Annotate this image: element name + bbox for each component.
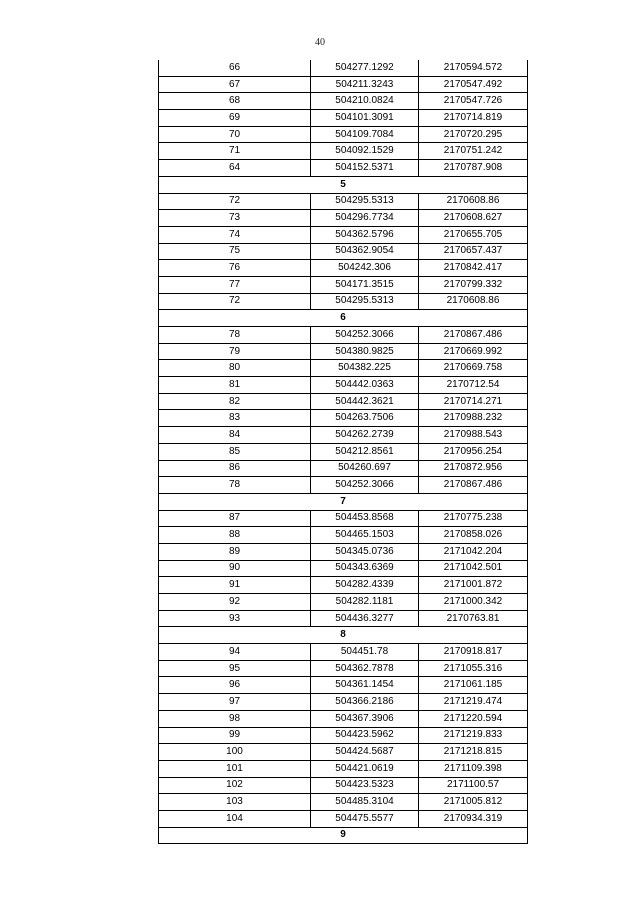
x-coordinate-cell: 504260.697 — [311, 460, 419, 477]
x-coordinate-cell: 504295.5313 — [311, 193, 419, 210]
x-coordinate-cell: 504451.78 — [311, 644, 419, 661]
table-row — [159, 794, 528, 811]
table-row — [159, 243, 528, 260]
point-id-cell: 79 — [159, 343, 311, 360]
y-coordinate-cell: 2171109.398 — [419, 760, 528, 777]
coordinates-table — [158, 60, 528, 844]
x-coordinate-cell: 504343.6369 — [311, 560, 419, 577]
y-coordinate-cell: 2171100.57 — [419, 777, 528, 794]
point-id-cell: 85 — [159, 443, 311, 460]
y-coordinate-cell: 2170594.572 — [419, 60, 528, 76]
table-row — [159, 160, 528, 177]
point-id-cell: 89 — [159, 543, 311, 560]
y-coordinate-cell: 2170934.319 — [419, 810, 528, 827]
y-coordinate-cell: 2171042.204 — [419, 543, 528, 560]
point-id-cell: 67 — [159, 76, 311, 93]
x-coordinate-cell: 504092.1529 — [311, 143, 419, 160]
table-row — [159, 126, 528, 143]
x-coordinate-cell: 504101.3091 — [311, 110, 419, 127]
y-coordinate-cell: 2170714.271 — [419, 393, 528, 410]
table-row — [159, 360, 528, 377]
y-coordinate-cell: 2171218.815 — [419, 744, 528, 761]
y-coordinate-cell: 2170787.908 — [419, 160, 528, 177]
y-coordinate-cell: 2170867.486 — [419, 327, 528, 344]
point-id-cell: 100 — [159, 744, 311, 761]
point-id-cell: 69 — [159, 110, 311, 127]
y-coordinate-cell: 2170918.817 — [419, 644, 528, 661]
point-id-cell: 90 — [159, 560, 311, 577]
point-id-cell: 103 — [159, 794, 311, 811]
point-id-cell: 72 — [159, 193, 311, 210]
x-coordinate-cell: 504152.5371 — [311, 160, 419, 177]
y-coordinate-cell: 2170608.86 — [419, 193, 528, 210]
section-label: 8 — [159, 627, 528, 644]
point-id-cell: 77 — [159, 276, 311, 293]
y-coordinate-cell: 2170669.758 — [419, 360, 528, 377]
table-row — [159, 76, 528, 93]
section-label: 9 — [159, 827, 528, 844]
x-coordinate-cell: 504211.3243 — [311, 76, 419, 93]
x-coordinate-cell: 504252.3066 — [311, 327, 419, 344]
y-coordinate-cell: 2171055.316 — [419, 660, 528, 677]
x-coordinate-cell: 504282.1181 — [311, 594, 419, 611]
point-id-cell: 87 — [159, 510, 311, 527]
table-row — [159, 460, 528, 477]
y-coordinate-cell: 2170608.86 — [419, 293, 528, 310]
x-coordinate-cell: 504436.3277 — [311, 610, 419, 627]
point-id-cell: 71 — [159, 143, 311, 160]
point-id-cell: 92 — [159, 594, 311, 611]
table-row — [159, 293, 528, 310]
y-coordinate-cell: 2170669.992 — [419, 343, 528, 360]
y-coordinate-cell: 2170655.705 — [419, 226, 528, 243]
point-id-cell: 101 — [159, 760, 311, 777]
section-label: 6 — [159, 310, 528, 327]
x-coordinate-cell: 504362.7878 — [311, 660, 419, 677]
x-coordinate-cell: 504424.5687 — [311, 744, 419, 761]
y-coordinate-cell: 2171219.833 — [419, 727, 528, 744]
point-id-cell: 68 — [159, 93, 311, 110]
table-row — [159, 560, 528, 577]
table-row — [159, 610, 528, 627]
x-coordinate-cell: 504380.9825 — [311, 343, 419, 360]
point-id-cell: 80 — [159, 360, 311, 377]
table-row — [159, 393, 528, 410]
table-row — [159, 660, 528, 677]
x-coordinate-cell: 504282.4339 — [311, 577, 419, 594]
point-id-cell: 104 — [159, 810, 311, 827]
x-coordinate-cell: 504465.1503 — [311, 527, 419, 544]
table-row — [159, 694, 528, 711]
y-coordinate-cell: 2170867.486 — [419, 477, 528, 494]
y-coordinate-cell: 2170799.332 — [419, 276, 528, 293]
table-row — [159, 427, 528, 444]
table-row — [159, 677, 528, 694]
x-coordinate-cell: 504109.7084 — [311, 126, 419, 143]
y-coordinate-cell: 2170720.295 — [419, 126, 528, 143]
y-coordinate-cell: 2170547.726 — [419, 93, 528, 110]
table-row — [159, 594, 528, 611]
point-id-cell: 99 — [159, 727, 311, 744]
x-coordinate-cell: 504171.3515 — [311, 276, 419, 293]
table-row — [159, 193, 528, 210]
x-coordinate-cell: 504485.3104 — [311, 794, 419, 811]
point-id-cell: 78 — [159, 477, 311, 494]
x-coordinate-cell: 504442.3621 — [311, 393, 419, 410]
y-coordinate-cell: 2170712.54 — [419, 377, 528, 394]
point-id-cell: 83 — [159, 410, 311, 427]
x-coordinate-cell: 504361.1454 — [311, 677, 419, 694]
table-row — [159, 477, 528, 494]
point-id-cell: 72 — [159, 293, 311, 310]
table-row — [159, 110, 528, 127]
y-coordinate-cell: 2171005.812 — [419, 794, 528, 811]
point-id-cell: 93 — [159, 610, 311, 627]
table-row — [159, 327, 528, 344]
table-row — [159, 777, 528, 794]
point-id-cell: 66 — [159, 60, 311, 76]
point-id-cell: 91 — [159, 577, 311, 594]
point-id-cell: 82 — [159, 393, 311, 410]
table-row — [159, 93, 528, 110]
table-row — [159, 260, 528, 277]
y-coordinate-cell: 2170988.232 — [419, 410, 528, 427]
x-coordinate-cell: 504367.3906 — [311, 710, 419, 727]
x-coordinate-cell: 504453.8568 — [311, 510, 419, 527]
y-coordinate-cell: 2171042.501 — [419, 560, 528, 577]
table-row — [159, 527, 528, 544]
coordinates-table-body — [159, 60, 528, 844]
table-row — [159, 226, 528, 243]
x-coordinate-cell: 504475.5577 — [311, 810, 419, 827]
y-coordinate-cell: 2170763.81 — [419, 610, 528, 627]
point-id-cell: 102 — [159, 777, 311, 794]
table-row — [159, 60, 528, 76]
x-coordinate-cell: 504366.2186 — [311, 694, 419, 711]
y-coordinate-cell: 2170714.819 — [419, 110, 528, 127]
x-coordinate-cell: 504277.1292 — [311, 60, 419, 76]
table-row — [159, 410, 528, 427]
y-coordinate-cell: 2171000.342 — [419, 594, 528, 611]
table-row — [159, 744, 528, 761]
section-header-row — [159, 827, 528, 844]
y-coordinate-cell: 2170956.254 — [419, 443, 528, 460]
x-coordinate-cell: 504212.8561 — [311, 443, 419, 460]
point-id-cell: 98 — [159, 710, 311, 727]
table-row — [159, 543, 528, 560]
table-row — [159, 276, 528, 293]
point-id-cell: 84 — [159, 427, 311, 444]
table-row — [159, 577, 528, 594]
point-id-cell: 74 — [159, 226, 311, 243]
point-id-cell: 94 — [159, 644, 311, 661]
page-number: 40 — [315, 37, 325, 48]
table-row — [159, 760, 528, 777]
point-id-cell: 75 — [159, 243, 311, 260]
y-coordinate-cell: 2170858.026 — [419, 527, 528, 544]
x-coordinate-cell: 504382.225 — [311, 360, 419, 377]
table-row — [159, 644, 528, 661]
x-coordinate-cell: 504296.7734 — [311, 210, 419, 227]
table-row — [159, 710, 528, 727]
point-id-cell: 96 — [159, 677, 311, 694]
y-coordinate-cell: 2170842.417 — [419, 260, 528, 277]
x-coordinate-cell: 504362.9054 — [311, 243, 419, 260]
table-row — [159, 143, 528, 160]
y-coordinate-cell: 2170608.627 — [419, 210, 528, 227]
x-coordinate-cell: 504345.0736 — [311, 543, 419, 560]
x-coordinate-cell: 504263.7506 — [311, 410, 419, 427]
y-coordinate-cell: 2171219.474 — [419, 694, 528, 711]
x-coordinate-cell: 504421.0619 — [311, 760, 419, 777]
point-id-cell: 64 — [159, 160, 311, 177]
x-coordinate-cell: 504210.0824 — [311, 93, 419, 110]
table-row — [159, 377, 528, 394]
section-label: 7 — [159, 493, 528, 510]
point-id-cell: 70 — [159, 126, 311, 143]
y-coordinate-cell: 2171001.872 — [419, 577, 528, 594]
y-coordinate-cell: 2170775.238 — [419, 510, 528, 527]
table-row — [159, 210, 528, 227]
x-coordinate-cell: 504295.5313 — [311, 293, 419, 310]
table-row — [159, 443, 528, 460]
section-header-row — [159, 310, 528, 327]
section-header-row — [159, 627, 528, 644]
y-coordinate-cell: 2171061.185 — [419, 677, 528, 694]
section-header-row — [159, 176, 528, 193]
x-coordinate-cell: 504423.5962 — [311, 727, 419, 744]
point-id-cell: 88 — [159, 527, 311, 544]
section-label: 5 — [159, 176, 528, 193]
x-coordinate-cell: 504242.306 — [311, 260, 419, 277]
point-id-cell: 81 — [159, 377, 311, 394]
x-coordinate-cell: 504362.5796 — [311, 226, 419, 243]
y-coordinate-cell: 2171220.594 — [419, 710, 528, 727]
point-id-cell: 86 — [159, 460, 311, 477]
y-coordinate-cell: 2170547.492 — [419, 76, 528, 93]
point-id-cell: 78 — [159, 327, 311, 344]
section-header-row — [159, 493, 528, 510]
point-id-cell: 76 — [159, 260, 311, 277]
table-row — [159, 810, 528, 827]
x-coordinate-cell: 504442.0363 — [311, 377, 419, 394]
table-row — [159, 510, 528, 527]
x-coordinate-cell: 504423.5323 — [311, 777, 419, 794]
table-row — [159, 727, 528, 744]
y-coordinate-cell: 2170872.956 — [419, 460, 528, 477]
table-row — [159, 343, 528, 360]
y-coordinate-cell: 2170657.437 — [419, 243, 528, 260]
y-coordinate-cell: 2170988.543 — [419, 427, 528, 444]
y-coordinate-cell: 2170751.242 — [419, 143, 528, 160]
point-id-cell: 95 — [159, 660, 311, 677]
x-coordinate-cell: 504262.2739 — [311, 427, 419, 444]
x-coordinate-cell: 504252.3066 — [311, 477, 419, 494]
point-id-cell: 97 — [159, 694, 311, 711]
point-id-cell: 73 — [159, 210, 311, 227]
